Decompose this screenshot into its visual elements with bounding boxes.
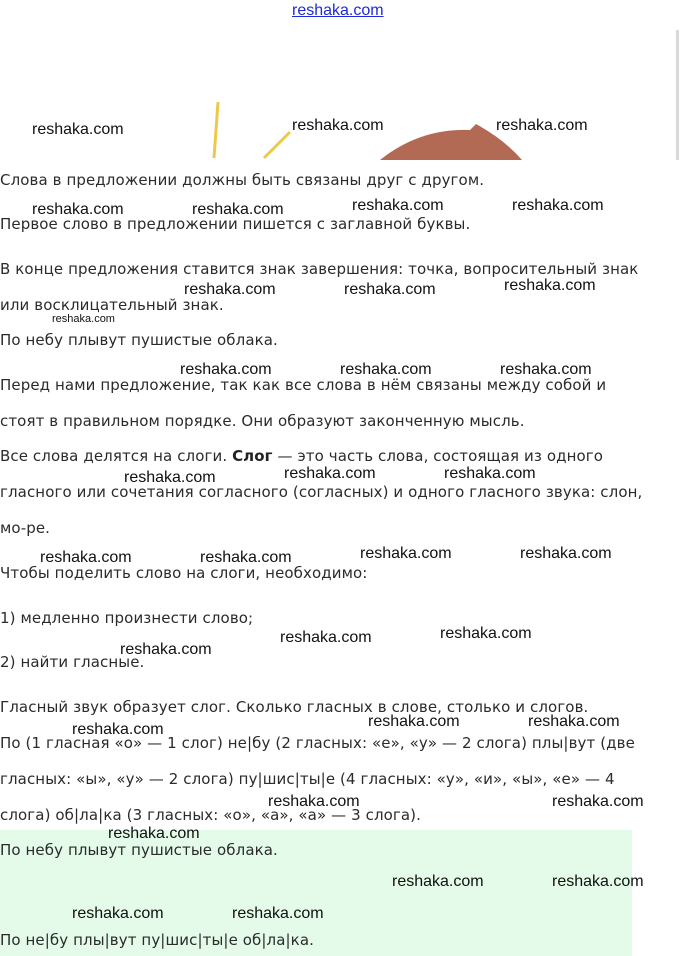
watermark: reshaka.com xyxy=(124,469,216,486)
watermark: reshaka.com xyxy=(52,313,115,325)
text-line-12: 1) медленно произнести слово; xyxy=(0,609,254,627)
text-line-3: В конце предложения ставится знак завершения: точка, вопросительный знак xyxy=(0,260,639,278)
text-line-8-pre: Все слова делятся на слоги. xyxy=(0,447,233,465)
watermark: reshaka.com xyxy=(440,625,532,642)
text-line-2: Первое слово в предложении пишется с заглавной буквы. xyxy=(0,215,471,233)
text-line-19: По не|бу плы|вут пу|шис|ты|е об|ла|ка. xyxy=(0,931,315,949)
watermark: reshaka.com xyxy=(32,121,124,138)
text-line-4: или восклицательный знак. xyxy=(0,296,224,314)
right-divider xyxy=(676,30,679,160)
watermark: reshaka.com xyxy=(528,713,620,730)
watermark: reshaka.com xyxy=(120,641,212,658)
site-link[interactable]: reshaka.com xyxy=(292,2,384,19)
term-slog: Слог xyxy=(232,447,273,465)
text-line-15: По (1 гласная «о» — 1 слог) не|бу (2 гласных: «е», «у» — 2 слога) плы|вут (две xyxy=(0,734,635,752)
sun-ray-1 xyxy=(214,102,218,158)
watermark: reshaka.com xyxy=(232,905,324,922)
watermark: reshaka.com xyxy=(496,117,588,134)
watermark: reshaka.com xyxy=(368,713,460,730)
watermark: reshaka.com xyxy=(180,361,272,378)
text-line-8-post: — это часть слова, состоящая из одного xyxy=(272,447,604,465)
watermark: reshaka.com xyxy=(340,361,432,378)
watermark: reshaka.com xyxy=(552,873,644,890)
text-line-17: слога) об|ла|ка (3 гласных: «о», «а», «а» — 3 слога). xyxy=(0,806,422,824)
text-line-1: Слова в предложении должны быть связаны друг с другом. xyxy=(0,171,485,189)
watermark: reshaka.com xyxy=(72,721,164,738)
text-line-5: По небу плывут пушистые облака. xyxy=(0,331,278,349)
watermark: reshaka.com xyxy=(392,873,484,890)
watermark: reshaka.com xyxy=(504,277,596,294)
watermark: reshaka.com xyxy=(500,361,592,378)
text-line-10: мо-ре. xyxy=(0,519,51,537)
watermark: reshaka.com xyxy=(352,197,444,214)
sun-ray-2 xyxy=(264,132,290,158)
text-line-7: стоят в правильном порядке. Они образуют законченную мысль. xyxy=(0,412,525,430)
watermark: reshaka.com xyxy=(200,549,292,566)
text-line-11: Чтобы поделить слово на слоги, необходимо: xyxy=(0,564,368,582)
watermark: reshaka.com xyxy=(292,117,384,134)
text-line-9: гласного или сочетания согласного (согласных) и одного гласного звука: слон, xyxy=(0,483,643,501)
text-line-6: Перед нами предложение, так как все слова в нём связаны между собой и xyxy=(0,376,607,394)
watermark: reshaka.com xyxy=(280,629,372,646)
watermark: reshaka.com xyxy=(40,549,132,566)
watermark: reshaka.com xyxy=(552,793,644,810)
text-line-18: По небу плывут пушистые облака. xyxy=(0,841,278,859)
watermark: reshaka.com xyxy=(344,281,436,298)
text-line-13: 2) найти гласные. xyxy=(0,653,145,671)
watermark: reshaka.com xyxy=(184,281,276,298)
watermark: reshaka.com xyxy=(444,465,536,482)
watermark: reshaka.com xyxy=(520,545,612,562)
text-line-16: гласных: «ы», «у» — 2 слога) пу|шис|ты|е (4 гласных: «у», «и», «ы», «е» — 4 xyxy=(0,770,615,788)
watermark: reshaka.com xyxy=(72,905,164,922)
watermark: reshaka.com xyxy=(268,793,360,810)
watermark: reshaka.com xyxy=(192,201,284,218)
illustration xyxy=(0,0,680,170)
text-line-8 xyxy=(0,446,603,466)
watermark: reshaka.com xyxy=(32,201,124,218)
watermark: reshaka.com xyxy=(284,465,376,482)
watermark: reshaka.com xyxy=(360,545,452,562)
watermark: reshaka.com xyxy=(108,825,200,842)
watermark: reshaka.com xyxy=(512,197,604,214)
text-line-14: Гласный звук образует слог. Сколько гласных в слове, столько и слогов. xyxy=(0,698,589,716)
